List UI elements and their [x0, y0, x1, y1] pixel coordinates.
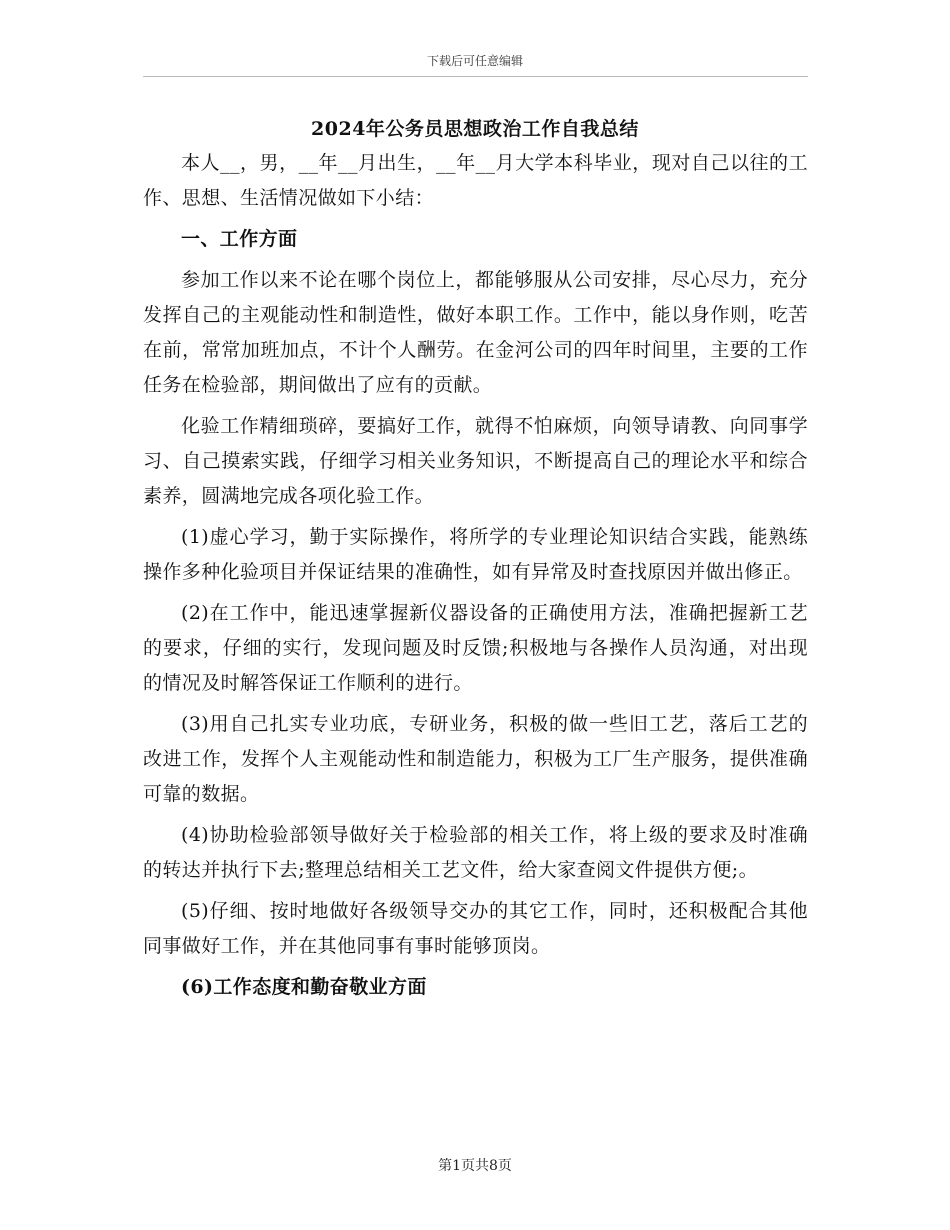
list-item-5: (5)仔细、按时地做好各级领导交办的其它工作，同时，还积极配合其他同事做好工作，并在其他同事有事时能够顶岗。: [143, 900, 808, 957]
document-title: 2024年公务员思想政治工作自我总结: [311, 118, 639, 140]
section-heading-work: 一、工作方面: [181, 228, 298, 250]
header-note: 下载后可任意编辑: [426, 54, 523, 68]
page-indicator: 第1页共8页: [438, 1158, 512, 1174]
list-item-3: (3)用自己扎实专业功底，专研业务，积极的做一些旧工艺，落后工艺的改进工作，发挥个人主观能动性和制造能力，积极为工厂生产服务，提供准确可靠的数据。: [143, 713, 808, 805]
intro-paragraph: 本人__，男，__年__月出生，__年__月大学本科毕业，现对自己以往的工作、思想、生活情况做如下小结：: [143, 152, 808, 209]
list-item-6-heading: (6)工作态度和勤奋敬业方面: [181, 976, 427, 998]
list-item-4: (4)协助检验部领导做好关于检验部的相关工作，将上级的要求及时准确的转达并执行下去;整理总结相关工艺文件，给大家查阅文件提供方便;。: [143, 824, 808, 881]
body-paragraph: 参加工作以来不论在哪个岗位上，都能够服从公司安排，尽心尽力，充分发挥自己的主观能动性和制造性，做好本职工作。工作中，能以身作则，吃苦在前，常常加班加点，不计个人酬劳。在金河公司的四年时间里，主要的工作任务在检验部，期间做出了应有的贡献。: [143, 269, 808, 396]
header-divider: [143, 76, 808, 77]
list-item-1: (1)虚心学习，勤于实际操作，将所学的专业理论知识结合实践，能熟练操作多种化验项目并保证结果的准确性，如有异常及时查找原因并做出修正。: [143, 526, 808, 583]
body-paragraph: 化验工作精细琐碎，要搞好工作，就得不怕麻烦，向领导请教、向同事学习、自己摸索实践，仔细学习相关业务知识，不断提高自己的理论水平和综合素养，圆满地完成各项化验工作。: [143, 415, 808, 507]
list-item-2: (2)在工作中，能迅速掌握新仪器设备的正确使用方法，准确把握新工艺的要求，仔细的实行，发现问题及时反馈;积极地与各操作人员沟通，对出现的情况及时解答保证工作顺利的进行。: [143, 602, 808, 694]
document-body: [143, 146, 808, 1011]
